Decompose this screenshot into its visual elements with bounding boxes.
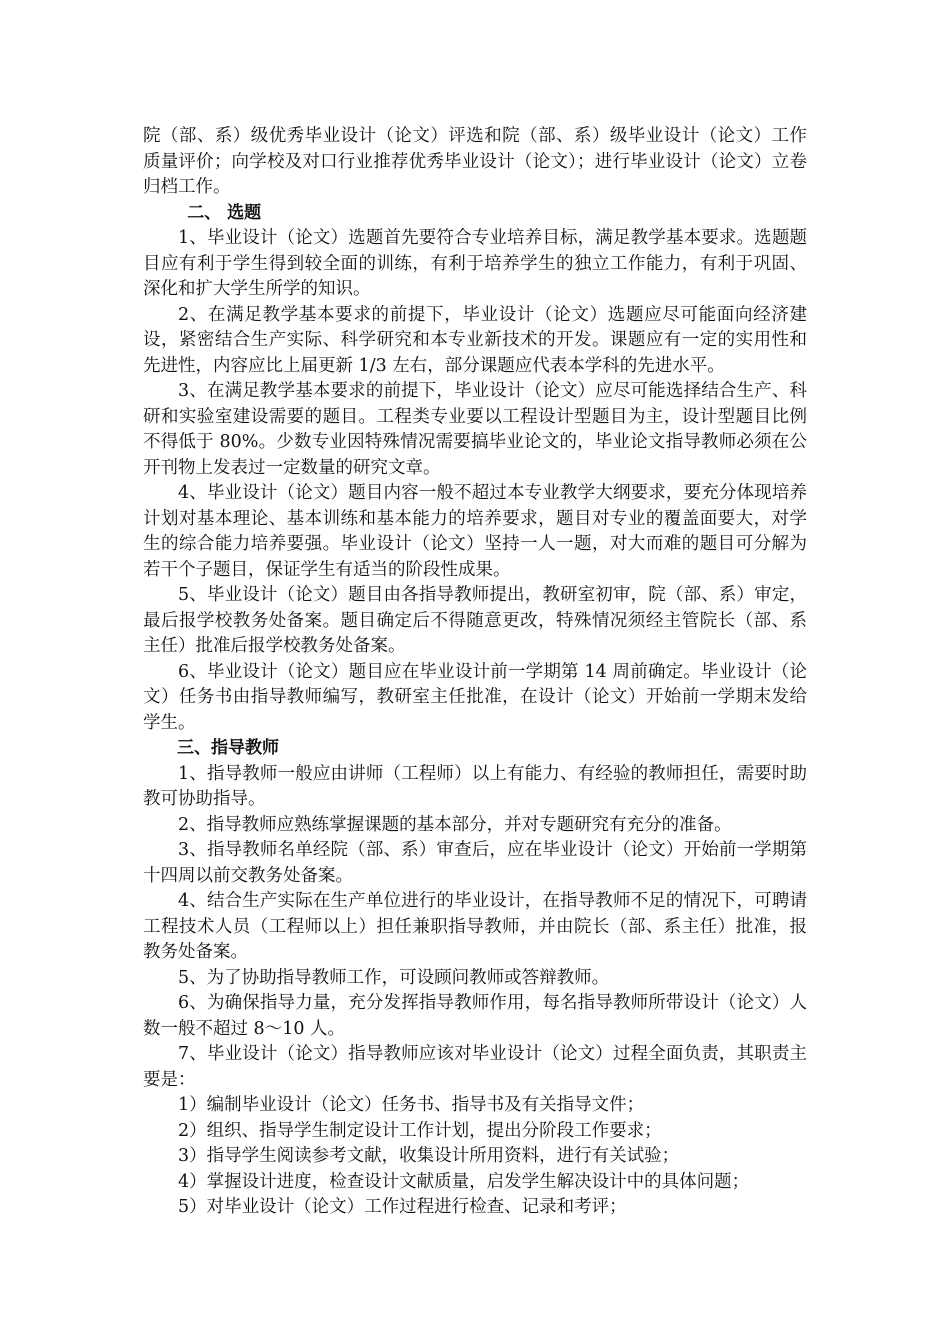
duty-item-4: 4）掌握设计进度，检查设计文献质量，启发学生解决设计中的具体问题；: [178, 1171, 750, 1192]
topic-paragraph-3: 3、在满足教学基本要求的前提下，毕业设计（论文）应尽可能选择结合生产、科研和实验室建设需要的题目。工程类专业要以工程设计型题目为主，设计型题目比例不得低于 80%。少数专业因特殊情况需要搞毕业论文的，毕业论文指导教师必须在公开刊物上发表过一定数量的研究文章。: [143, 381, 807, 478]
topic-paragraph-6: 6、毕业设计（论文）题目应在毕业设计前一学期第 14 周前确定。毕业设计（论文）任务书由指导教师编写，教研室主任批准，在设计（论文）开始前一学期末发给学生。: [143, 661, 807, 733]
section-heading-topic-selection: 二、 选题: [187, 202, 262, 223]
duty-item-2: 2）组织、指导学生制定设计工作计划，提出分阶段工作要求；: [178, 1120, 662, 1141]
advisor-paragraph-1: 1、指导教师一般应由讲师（工程师）以上有能力、有经验的教师担任，需要时助教可协助指导。: [143, 763, 807, 809]
section-heading-advisors: 三、指导教师: [177, 738, 279, 758]
topic-paragraph-4: 4、毕业设计（论文）题目内容一般不超过本专业教学大纲要求，要充分体现培养计划对基本理论、基本训练和基本能力的培养要求，题目对专业的覆盖面要大，对学生的综合能力培养要强。毕业设计（论文）坚持一人一题，对大而难的题目可分解为若干个子题目，保证学生有适当的阶段性成果。: [143, 483, 807, 580]
topic-paragraph-2: 2、在满足教学基本要求的前提下，毕业设计（论文）选题应尽可能面向经济建设，紧密结合生产实际、科学研究和本专业新技术的开发。课题应有一定的实用性和先进性，内容应比上届更新 1/3 左右，部分课题应代表本学科的先进水平。: [143, 304, 807, 376]
advisor-paragraph-7: 7、毕业设计（论文）指导教师应该对毕业设计（论文）过程全面负责，其职责主要是：: [143, 1044, 807, 1090]
advisor-paragraph-2: 2、指导教师应熟练掌握课题的基本部分，并对专题研究有充分的准备。: [178, 814, 732, 835]
duty-item-1: 1）编制毕业设计（论文）任务书、指导书及有关指导文件；: [178, 1095, 645, 1115]
advisor-paragraph-5: 5、为了协助指导教师工作，可设顾问教师或答辩教师。: [178, 967, 610, 988]
advisor-paragraph-3: 3、指导教师名单经院（部、系）审查后，应在毕业设计（论文）开始前一学期第十四周以前交教务处备案。: [143, 840, 807, 886]
topic-paragraph-1: 1、毕业设计（论文）选题首先要符合专业培养目标，满足教学基本要求。选题题目应有利于学生得到较全面的训练，有利于培养学生的独立工作能力，有利于巩固、深化和扩大学生所学的知识。: [143, 228, 807, 299]
document-page: [143, 124, 807, 1221]
topic-paragraph-5: 5、毕业设计（论文）题目由各指导教师提出，教研室初审，院（部、系）审定，最后报学校教务处备案。题目确定后不得随意更改，特殊情况须经主管院长（部、系主任）批准后报学校教务处备案。: [143, 585, 807, 656]
advisor-paragraph-4: 4、结合生产实际在生产单位进行的毕业设计，在指导教师不足的情况下，可聘请工程技术人员（工程师以上）担任兼职指导教师，并由院长（部、系主任）批准，报教务处备案。: [143, 891, 807, 962]
advisor-paragraph-6: 6、为确保指导力量，充分发挥指导教师作用，每名指导教师所带设计（论文）人数一般不超过 8～10 人。: [143, 993, 807, 1039]
intro-paragraph: 院（部、系）级优秀毕业设计（论文）评选和院（部、系）级毕业设计（论文）工作质量评价；向学校及对口行业推荐优秀毕业设计（论文）；进行毕业设计（论文）立卷归档工作。: [143, 126, 807, 197]
duty-item-3: 3）指导学生阅读参考文献，收集设计所用资料，进行有关试验；: [178, 1146, 680, 1166]
duty-item-5: 5）对毕业设计（论文）工作过程进行检查、记录和考评；: [178, 1197, 627, 1217]
